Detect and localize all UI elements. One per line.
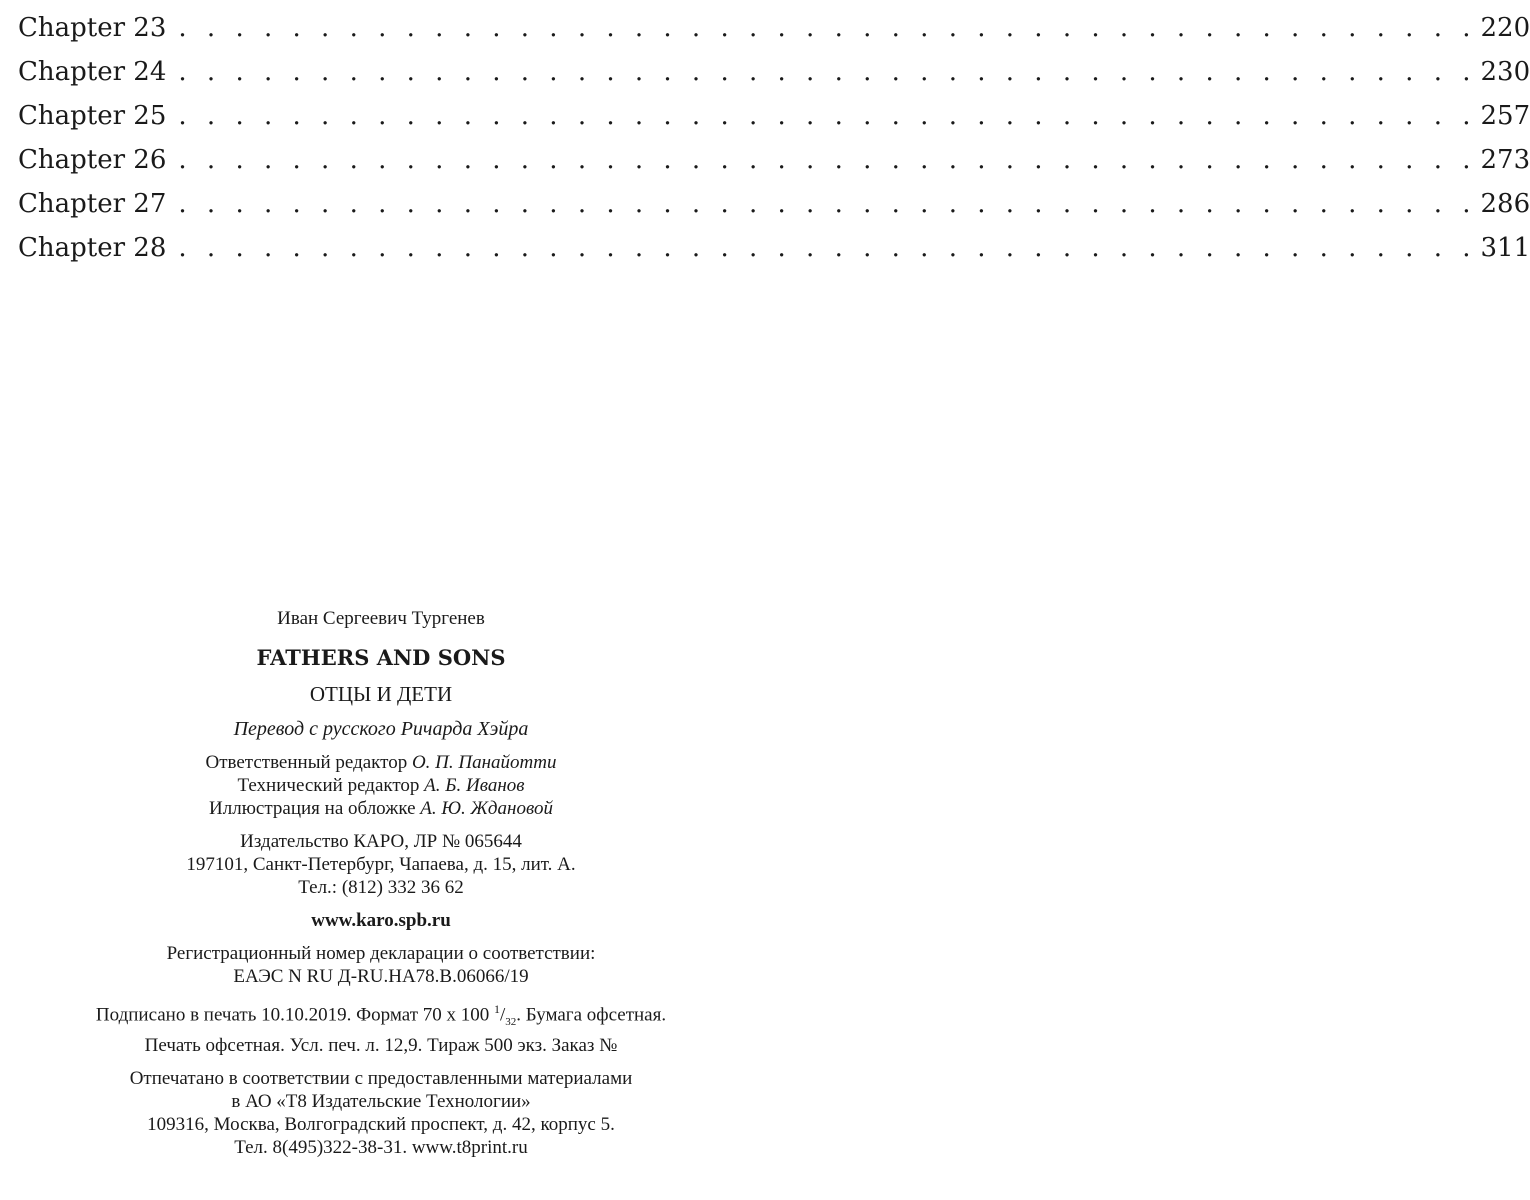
signed-for-print-line	[0, 998, 762, 1034]
responsible-editor-label: Ответственный редактор	[205, 752, 408, 773]
toc-entry	[18, 140, 1530, 184]
toc-page-number: 220	[1480, 13, 1530, 43]
printed-by-line-2: в АО «Т8 Издательские Технологии»	[231, 1091, 531, 1113]
toc-page-number: 230	[1480, 57, 1530, 87]
paper-type: . Бумага офсетная.	[516, 1004, 667, 1026]
toc-chapter-title: Chapter 25	[18, 101, 167, 131]
technical-editor-line	[0, 774, 762, 797]
toc-page-number: 311	[1480, 233, 1530, 263]
toc-chapter-title: Chapter 24	[18, 57, 167, 87]
toc-dot-leader: . . . . . . . . . . . . . . . . . . . . . . . . . . . . . . . . . . . . . . . . . . . . . .	[178, 57, 1477, 87]
format-denominator: 32	[505, 1016, 517, 1029]
technical-editor-label: Технический редактор	[237, 775, 420, 796]
publisher-phone: Тел.: (812) 332 36 62	[298, 877, 464, 898]
toc-entry	[18, 184, 1530, 228]
book-title-english: FATHERS AND SONS	[256, 645, 506, 670]
book-title-russian: ОТЦЫ И ДЕТИ	[309, 682, 453, 706]
technical-editor-name: А. Б. Иванов	[424, 775, 525, 796]
toc-page-number: 257	[1480, 101, 1530, 131]
print-run-info: Печать офсетная. Усл. печ. л. 12,9. Тираж 500 экз. Заказ №	[144, 1035, 618, 1057]
toc-entry	[18, 8, 1530, 52]
publisher-line: Издательство КАРО, ЛР № 065644	[240, 831, 522, 852]
toc-chapter-title: Chapter 28	[18, 233, 167, 263]
toc-page-number: 273	[1480, 145, 1530, 175]
toc-page-number: 286	[1480, 189, 1530, 219]
toc-dot-leader: . . . . . . . . . . . . . . . . . . . . . . . . . . . . . . . . . . . . . . . . . . . . . .	[178, 13, 1477, 43]
responsible-editor-name: О. П. Панайотти	[411, 752, 557, 773]
translation-credit: Перевод с русского Ричарда Хэйра	[233, 718, 529, 740]
toc-entry	[18, 52, 1530, 96]
toc-dot-leader: . . . . . . . . . . . . . . . . . . . . . . . . . . . . . . . . . . . . . . . . . . . . . .	[178, 101, 1477, 131]
toc-dot-leader: . . . . . . . . . . . . . . . . . . . . . . . . . . . . . . . . . . . . . . . . . . . . . .	[178, 145, 1477, 175]
printed-by-line-1: Отпечатано в соответствии с предоставленными материалами	[129, 1068, 633, 1090]
cover-illustration-label: Иллюстрация на обложке	[209, 798, 416, 819]
registration-label: Регистрационный номер декларации о соответствии:	[166, 943, 596, 964]
signed-for-print-text: Подписано в печать 10.10.2019. Формат 70 х 100	[95, 1004, 490, 1026]
registration-number: ЕАЭС N RU Д-RU.НА78.В.06066/19	[233, 966, 529, 987]
toc-entry	[18, 228, 1530, 272]
publisher-address: 197101, Санкт-Петербург, Чапаева, д. 15, лит. А.	[186, 854, 576, 875]
format-slash: /	[500, 1004, 506, 1026]
publisher-website: www.karo.spb.ru	[311, 910, 451, 931]
responsible-editor-line	[0, 751, 762, 774]
toc-chapter-title: Chapter 23	[18, 13, 167, 43]
toc-entry	[18, 96, 1530, 140]
printer-address: 109316, Москва, Волгоградский проспект, д. 42, корпус 5.	[147, 1114, 615, 1136]
cover-illustration-line	[0, 797, 762, 820]
format-numerator: 1	[494, 1002, 501, 1016]
toc-chapter-title: Chapter 26	[18, 145, 167, 175]
cover-illustration-name: А. Ю. Ждановой	[420, 798, 553, 819]
toc-chapter-title: Chapter 27	[18, 189, 167, 219]
imprint-block	[0, 607, 762, 1159]
toc-dot-leader: . . . . . . . . . . . . . . . . . . . . . . . . . . . . . . . . . . . . . . . . . . . . . .	[178, 189, 1477, 219]
table-of-contents	[18, 8, 1530, 272]
author-name: Иван Сергеевич Тургенев	[277, 608, 485, 629]
toc-dot-leader: . . . . . . . . . . . . . . . . . . . . . . . . . . . . . . . . . . . . . . . . . . . . . .	[178, 233, 1477, 263]
printer-contact: Тел. 8(495)322-38-31. www.t8print.ru	[234, 1137, 528, 1159]
